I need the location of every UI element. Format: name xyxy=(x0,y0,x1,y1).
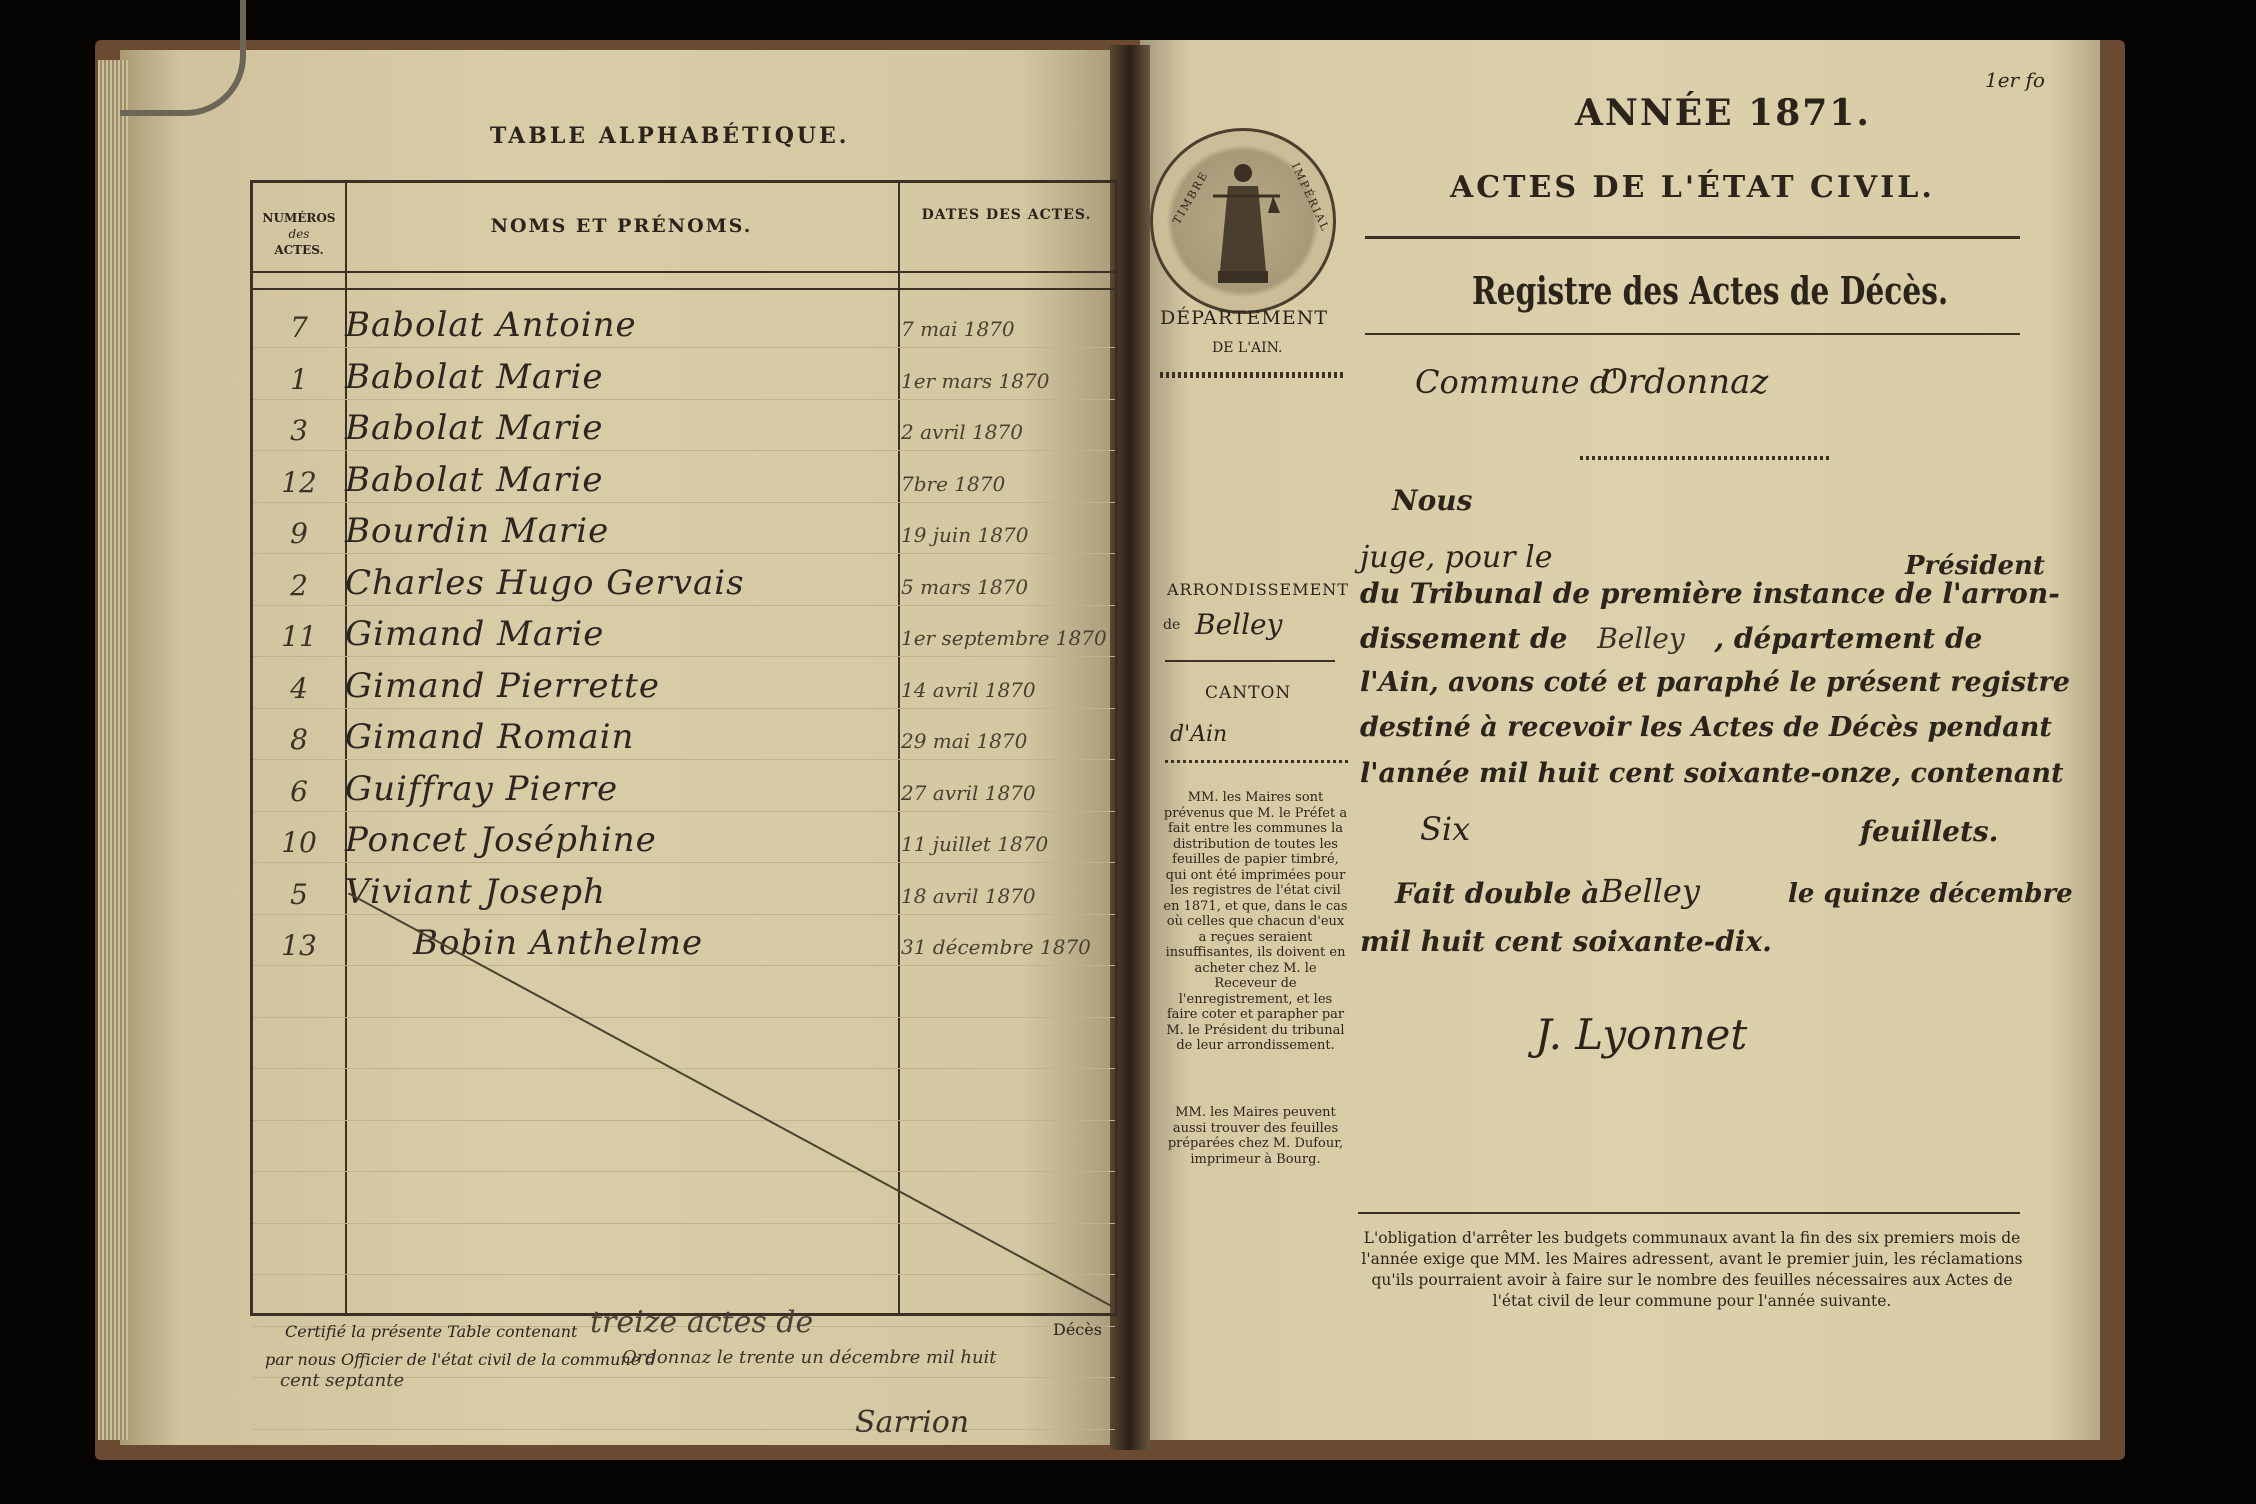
footer-note: L'obligation d'arrêter les budgets communaux avant la fin des six premiers mois de l'année exige que MM. les Maires adressent, avant le premier juin, les réclamations qu'ils pourraient avoir à faire sur le nombre des feuilles nécessaires aux Actes de l'état civil de leur commune pour l'année suivante. xyxy=(1361,1229,2023,1310)
president-label: Président xyxy=(1905,551,2045,581)
canton-rule xyxy=(1165,760,1350,763)
canton-label: CANTON xyxy=(1205,683,1292,703)
row-number: 5 xyxy=(290,877,308,911)
cert-print-1: Certifié la présente Table contenant xyxy=(285,1322,578,1341)
line-dissement-text: dissement de xyxy=(1360,622,1568,655)
row-name: Gimand Romain xyxy=(345,717,635,757)
row-rule xyxy=(253,553,1115,554)
stamp-text-right: IMPÉRIAL xyxy=(1288,160,1333,235)
row-date: 18 avril 1870 xyxy=(901,883,1036,908)
departement-name: DE L'AIN. xyxy=(1212,340,1283,356)
row-name: Babolat Marie xyxy=(345,408,604,448)
row-name: Bourdin Marie xyxy=(345,511,610,551)
table-title: TABLE ALPHABÉTIQUE. xyxy=(490,123,850,149)
row-number: 4 xyxy=(290,671,308,705)
line-annee: l'année mil huit cent soixante-onze, contenant xyxy=(1360,758,2064,789)
row-number: 11 xyxy=(281,620,317,653)
fait-double-label: Fait double à xyxy=(1395,877,1600,910)
arr-de: de xyxy=(1163,617,1181,633)
row-name: Guiffray Pierre xyxy=(345,768,619,809)
row-name: Poncet Joséphine xyxy=(345,820,657,860)
row-number: 13 xyxy=(281,929,317,962)
row-rule xyxy=(253,399,1115,400)
row-date: 7 mai 1870 xyxy=(901,317,1015,341)
line-dissement-handwritten: Belley xyxy=(1597,622,1685,655)
arr-rule xyxy=(1165,660,1335,662)
departement-label: DÉPARTEMENT xyxy=(1160,307,1329,329)
row-name: Gimand Marie xyxy=(345,614,605,654)
row-name: Babolat Marie xyxy=(345,356,604,397)
wavy-rule xyxy=(1160,372,1345,378)
line-dissement-end: , département de xyxy=(1714,622,1983,655)
row-number: 9 xyxy=(290,517,308,550)
nous-label: Nous xyxy=(1392,484,1473,517)
row-number: 12 xyxy=(281,465,317,499)
header-rule xyxy=(253,288,1115,290)
right-signature: J. Lyonnet xyxy=(1535,1010,1748,1059)
juge-handwritten: juge, pour le xyxy=(1360,540,1553,575)
cert-print-2: par nous Officier de l'état civil de la commune d xyxy=(265,1350,656,1369)
row-rule xyxy=(253,708,1115,709)
commune-label: Commune d' xyxy=(1415,363,1620,401)
row-date: 29 mai 1870 xyxy=(901,729,1028,753)
maires-note-2: MM. les Maires peuvent aussi trouver des feuilles préparées chez M. Dufour, imprimeur à Bourg. xyxy=(1167,1105,1344,1167)
row-date: 1er septembre 1870 xyxy=(901,626,1107,650)
row-date: 19 juin 1870 xyxy=(901,523,1029,547)
row-date: 7bre 1870 xyxy=(901,471,1006,496)
row-date: 11 juillet 1870 xyxy=(901,832,1049,856)
footer-rule xyxy=(1358,1212,2020,1214)
row-number: 1 xyxy=(290,362,308,396)
arrondissement-label: ARRONDISSEMENT xyxy=(1167,580,1349,599)
row-number: 6 xyxy=(290,774,308,808)
feuillets-label: feuillets. xyxy=(1860,815,1999,848)
page-edges xyxy=(98,60,128,1440)
cert-hand-1: treize actes de xyxy=(590,1305,814,1340)
row-name: Viviant Joseph xyxy=(345,871,606,912)
row-rule xyxy=(253,347,1115,348)
cert-hand-3: cent septante xyxy=(280,1370,405,1391)
row-date: 14 avril 1870 xyxy=(901,677,1036,702)
row-rule xyxy=(253,759,1115,760)
header-dates: DATES DES ACTES. xyxy=(921,207,1092,223)
row-rule xyxy=(253,656,1115,657)
row-name: Babolat Marie xyxy=(345,459,604,500)
row-name: Babolat Antoine xyxy=(345,305,637,345)
six-handwritten: Six xyxy=(1420,810,1471,848)
row-name: Charles Hugo Gervais xyxy=(345,562,745,603)
row-rule xyxy=(253,862,1115,863)
fait-double-handwritten: Belley xyxy=(1600,872,1700,910)
row-date: 27 avril 1870 xyxy=(901,780,1036,805)
row-number: 10 xyxy=(281,826,317,859)
arr-handwritten: Belley xyxy=(1195,608,1283,641)
row-date: 1er mars 1870 xyxy=(901,368,1050,393)
row-rule xyxy=(253,450,1115,451)
row-number: 3 xyxy=(290,414,308,447)
cert-print-1-end: Décès xyxy=(1053,1320,1102,1339)
quinze-decembre-label: le quinze décembre xyxy=(1788,879,2073,909)
line-tribunal: du Tribunal de première instance de l'arron- xyxy=(1360,577,2060,610)
row-name: Gimand Pierrette xyxy=(345,665,660,706)
header-names: NOMS ET PRÉNOMS. xyxy=(490,215,753,237)
header-rule xyxy=(253,271,1115,273)
commune-name: Ordonnaz xyxy=(1600,362,1769,402)
row-rule xyxy=(253,605,1115,606)
line-dissement xyxy=(1360,622,1982,655)
row-rule xyxy=(253,811,1115,812)
left-signature: Sarrion xyxy=(855,1405,970,1440)
row-date: 2 avril 1870 xyxy=(901,420,1023,444)
ornament-rule xyxy=(1580,456,1830,460)
imperial-stamp xyxy=(1150,128,1336,314)
register-rule xyxy=(1365,333,2020,335)
row-number: 7 xyxy=(290,311,308,344)
year-heading: ANNÉE 1871. xyxy=(1575,92,1871,134)
row-rule xyxy=(253,1429,1115,1430)
line-ain: l'Ain, avons coté et paraphé le présent registre xyxy=(1360,667,2070,698)
header-numeros: NUMÉROS des ACTES. xyxy=(262,211,336,257)
title-rule xyxy=(1365,236,2020,239)
row-date: 31 décembre 1870 xyxy=(901,935,1091,959)
row-rule xyxy=(253,502,1115,503)
row-number: 2 xyxy=(290,568,308,602)
row-date: 5 mars 1870 xyxy=(901,574,1029,599)
row-number: 8 xyxy=(290,723,308,756)
register-title: Registre des Actes de Décès. xyxy=(1472,268,1949,313)
civil-status-title: ACTES DE L'ÉTAT CIVIL. xyxy=(1450,170,1935,205)
alphabetical-table xyxy=(250,180,1118,1316)
mil-huit-label: mil huit cent soixante-dix. xyxy=(1360,925,1772,958)
canton-handwritten: d'Ain xyxy=(1170,722,1228,747)
strike-through-line xyxy=(348,893,1115,1311)
maires-note: MM. les Maires sont prévenus que M. le Préfet a fait entre les communes la distribution de toutes les feuilles de papier timbré, qui ont été imprimées pour les registres de l'état civil en 1871, et que, dans le cas où celles que chacun d'eux a reçues seraient insuffisantes, ils doivent en acheter chez M. le Receveur de l'enregistrement, et les faire coter et parapher par M. le Président du tribunal de leur arrondissement. xyxy=(1163,790,1348,1053)
row-name: Bobin Anthelme xyxy=(413,923,704,963)
stamp-text-left: TIMBRE xyxy=(1170,168,1212,227)
line-destine: destiné à recevoir les Actes de Décès pendant xyxy=(1360,712,2052,743)
corner-folio: 1er fo xyxy=(1985,68,2045,92)
bookmark-ribbon xyxy=(120,0,246,116)
cert-hand-2: Ordonnaz le trente un décembre mil huit xyxy=(622,1347,997,1368)
